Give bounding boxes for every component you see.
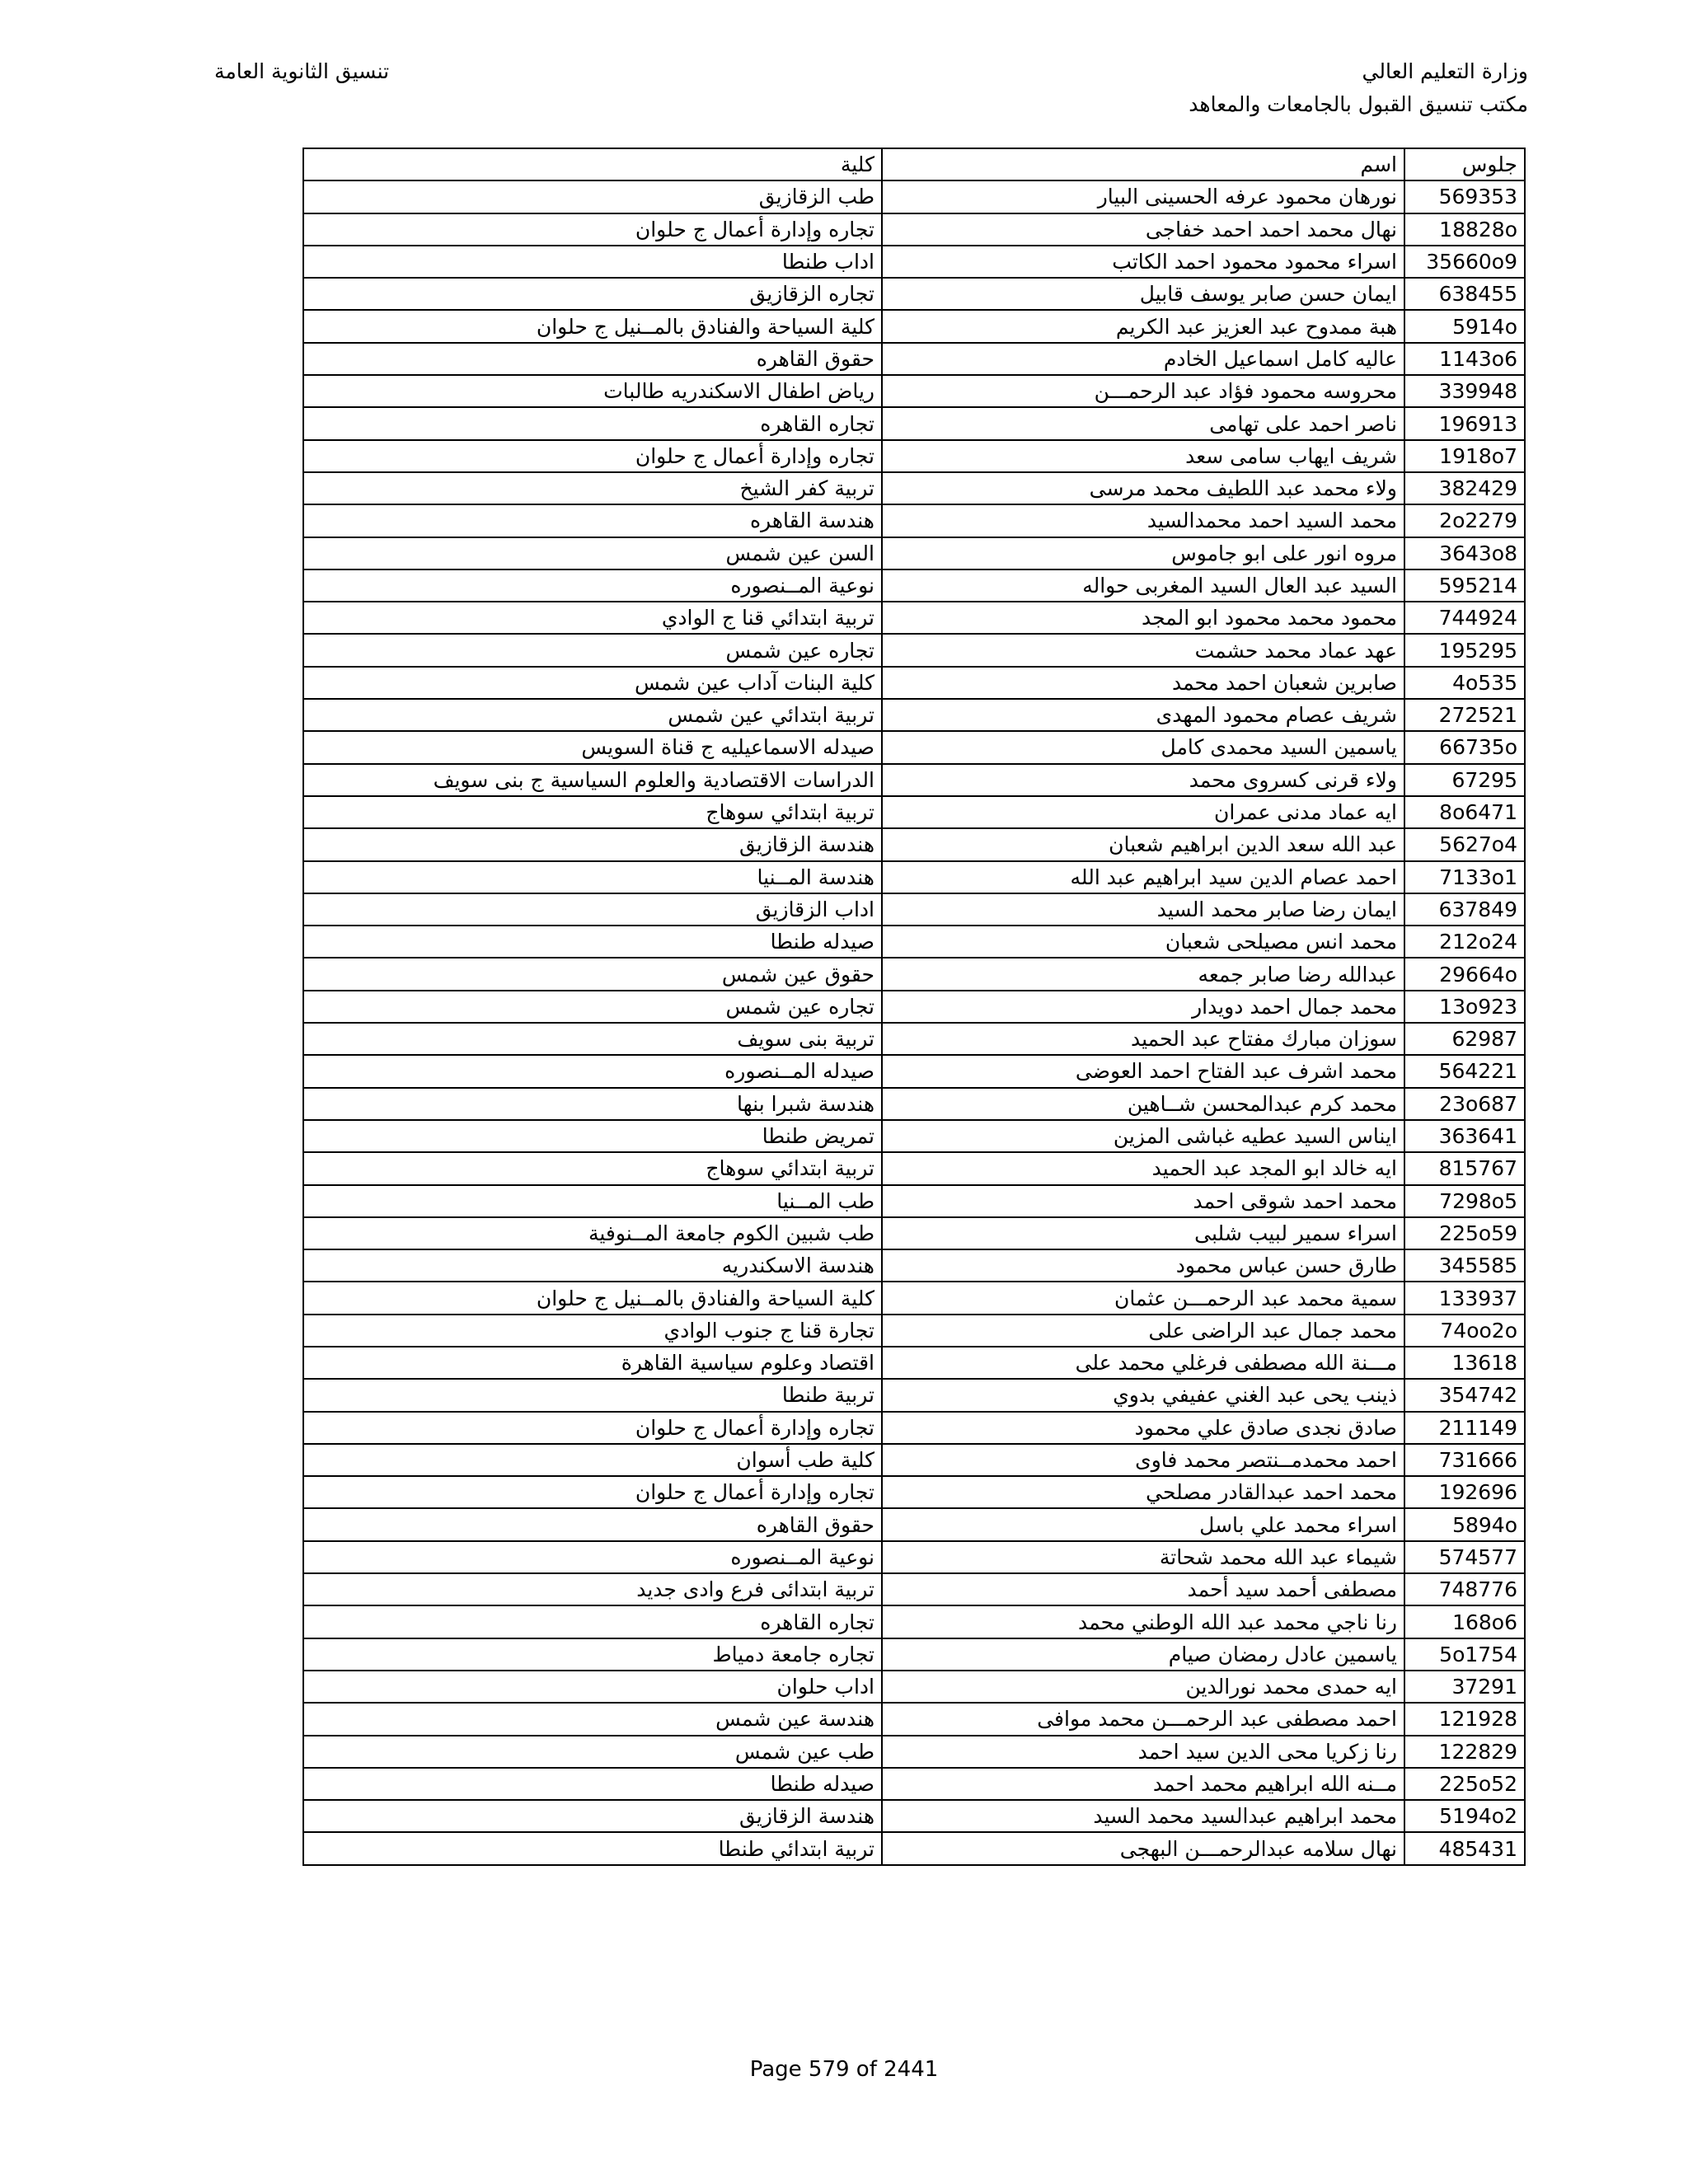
table-row bbox=[303, 1671, 1525, 1703]
student-name-cell: مروه انور على ابو جاموس bbox=[882, 537, 1404, 569]
seat-number-cell: 62987 bbox=[1404, 1023, 1525, 1055]
student-name-cell: ياسمين عادل رمضان صيام bbox=[882, 1638, 1404, 1671]
table-row bbox=[303, 472, 1525, 504]
student-name-cell: ذينب يحى عبد الغني عفيفي بدوي bbox=[882, 1379, 1404, 1411]
seat-number-cell: 8o6471 bbox=[1404, 796, 1525, 828]
student-name-cell: رنا زكريا محى الدين سيد احمد bbox=[882, 1736, 1404, 1768]
seat-number-cell: 638455 bbox=[1404, 278, 1525, 310]
seat-number-cell: 211149 bbox=[1404, 1412, 1525, 1444]
table-row bbox=[303, 1412, 1525, 1444]
table-row bbox=[303, 1800, 1525, 1832]
table-row bbox=[303, 343, 1525, 375]
seat-number-cell: 574577 bbox=[1404, 1541, 1525, 1573]
seat-number-cell: 5194o2 bbox=[1404, 1800, 1525, 1832]
table-row bbox=[303, 1444, 1525, 1476]
seat-number-cell: 3643o8 bbox=[1404, 537, 1525, 569]
seat-number-cell: 67295 bbox=[1404, 764, 1525, 796]
table-row bbox=[303, 828, 1525, 860]
table-row bbox=[303, 537, 1525, 569]
college-cell: تربية ابتدائي قنا ج الوادي bbox=[303, 602, 882, 634]
table-row bbox=[303, 1736, 1525, 1768]
college-cell: تربية ابتدائي سوهاج bbox=[303, 796, 882, 828]
table-row bbox=[303, 1605, 1525, 1638]
student-name-cell: شيماء عبد الله محمد شحاتة bbox=[882, 1541, 1404, 1573]
table-row bbox=[303, 180, 1525, 213]
student-name-cell: محمد جمال عبد الراضى على bbox=[882, 1315, 1404, 1347]
table-row bbox=[303, 278, 1525, 310]
college-cell: تربية طنطا bbox=[303, 1379, 882, 1411]
results-table bbox=[302, 148, 1526, 1866]
college-cell: تجاره وإدارة أعمال ج حلوان bbox=[303, 213, 882, 246]
seat-number-cell: 345585 bbox=[1404, 1249, 1525, 1282]
college-cell: الدراسات الاقتصادية والعلوم السياسية ج بنى سويف bbox=[303, 764, 882, 796]
seat-number-cell: 29664o bbox=[1404, 958, 1525, 990]
seat-number-cell: 382429 bbox=[1404, 472, 1525, 504]
student-name-cell: محمد كرم عبدالمحسن شــاهين bbox=[882, 1088, 1404, 1120]
seat-number-cell: 7298o5 bbox=[1404, 1185, 1525, 1217]
table-row bbox=[303, 1152, 1525, 1184]
student-name-cell: السيد عبد العال السيد المغربى حواله bbox=[882, 569, 1404, 602]
college-cell: رياض اطفال الاسكندريه طالبات bbox=[303, 375, 882, 407]
seat-number-cell: 122829 bbox=[1404, 1736, 1525, 1768]
seat-number-cell: 564221 bbox=[1404, 1055, 1525, 1087]
seat-number-cell: 1143o6 bbox=[1404, 343, 1525, 375]
table-row bbox=[303, 1088, 1525, 1120]
seat-number-cell: 35660o9 bbox=[1404, 246, 1525, 278]
student-name-cell: ناصر احمد على تهامى bbox=[882, 407, 1404, 439]
table-row bbox=[303, 926, 1525, 958]
college-cell: تربية ابتدائى فرع وادى جديد bbox=[303, 1573, 882, 1605]
college-cell: كلية البنات آداب عين شمس bbox=[303, 667, 882, 699]
college-cell: كلية طب أسوان bbox=[303, 1444, 882, 1476]
student-name-cell: اسراء محمد علي باسل bbox=[882, 1508, 1404, 1540]
table-row bbox=[303, 731, 1525, 763]
table-row bbox=[303, 1120, 1525, 1152]
college-cell: كلية السياحة والفنادق بالمــنيل ج حلوان bbox=[303, 1282, 882, 1314]
student-name-cell: نورهان محمود عرفه الحسينى البيار bbox=[882, 180, 1404, 213]
seat-number-cell: 2o2279 bbox=[1404, 504, 1525, 537]
table-row bbox=[303, 1055, 1525, 1087]
table-row bbox=[303, 634, 1525, 666]
student-name-cell: عاليه كامل اسماعيل الخادم bbox=[882, 343, 1404, 375]
student-name-cell: محمود محمد محمود ابو المجد bbox=[882, 602, 1404, 634]
seat-number-cell: 195295 bbox=[1404, 634, 1525, 666]
college-cell: تجارة قنا ج جنوب الوادي bbox=[303, 1315, 882, 1347]
college-cell: طب الزقازيق bbox=[303, 180, 882, 213]
page-number: Page 579 of 2441 bbox=[749, 2057, 939, 2082]
student-name-cell: محمد ابراهيم عبدالسيد محمد السيد bbox=[882, 1800, 1404, 1832]
student-name-cell: ولاء قرنى كسروى محمد bbox=[882, 764, 1404, 796]
table-row bbox=[303, 1249, 1525, 1282]
table-row bbox=[303, 1703, 1525, 1735]
seat-number-cell: 5o1754 bbox=[1404, 1638, 1525, 1671]
seat-number-cell: 363641 bbox=[1404, 1120, 1525, 1152]
seat-number-cell: 196913 bbox=[1404, 407, 1525, 439]
student-name-cell: محمد اشرف عبد الفتاح احمد العوضى bbox=[882, 1055, 1404, 1087]
student-name-cell: عبد الله سعد الدين ابراهيم شعبان bbox=[882, 828, 1404, 860]
seat-number-cell: 192696 bbox=[1404, 1476, 1525, 1508]
college-cell: السن عين شمس bbox=[303, 537, 882, 569]
table-row bbox=[303, 893, 1525, 926]
table-row bbox=[303, 764, 1525, 796]
table-row bbox=[303, 958, 1525, 990]
college-cell: هندسة الاسكندريه bbox=[303, 1249, 882, 1282]
seat-number-cell: 5894o bbox=[1404, 1508, 1525, 1540]
table-row bbox=[303, 1282, 1525, 1314]
college-cell: طب المــنيا bbox=[303, 1185, 882, 1217]
table-row bbox=[303, 1217, 1525, 1249]
table-row bbox=[303, 569, 1525, 602]
student-name-cell: عبدالله رضا صابر جمعه bbox=[882, 958, 1404, 990]
seat-number-cell: 4o535 bbox=[1404, 667, 1525, 699]
seat-number-cell: 18828o bbox=[1404, 213, 1525, 246]
seat-number-cell: 815767 bbox=[1404, 1152, 1525, 1184]
student-name-cell: عهد عماد محمد حشمت bbox=[882, 634, 1404, 666]
column-header-seat: جلوس bbox=[1404, 148, 1525, 180]
table-row bbox=[303, 440, 1525, 472]
table-row bbox=[303, 1023, 1525, 1055]
college-cell: اداب طنطا bbox=[303, 246, 882, 278]
college-cell: تربية بنى سويف bbox=[303, 1023, 882, 1055]
student-name-cell: محمد احمد شوقى احمد bbox=[882, 1185, 1404, 1217]
table-row bbox=[303, 213, 1525, 246]
student-name-cell: سوزان مبارك مفتاح عبد الحميد bbox=[882, 1023, 1404, 1055]
table-row bbox=[303, 1347, 1525, 1379]
table-row bbox=[303, 1476, 1525, 1508]
student-name-cell: مــنه الله ابراهيم محمد احمد bbox=[882, 1768, 1404, 1800]
college-cell: تجاره جامعة دمياط bbox=[303, 1638, 882, 1671]
table-row bbox=[303, 1573, 1525, 1605]
seat-number-cell: 74oo2o bbox=[1404, 1315, 1525, 1347]
college-cell: تجاره وإدارة أعمال ج حلوان bbox=[303, 440, 882, 472]
table-row bbox=[303, 375, 1525, 407]
table-row bbox=[303, 602, 1525, 634]
seat-number-cell: 37291 bbox=[1404, 1671, 1525, 1703]
college-cell: صيدله طنطا bbox=[303, 1768, 882, 1800]
seat-number-cell: 339948 bbox=[1404, 375, 1525, 407]
seat-number-cell: 744924 bbox=[1404, 602, 1525, 634]
seat-number-cell: 595214 bbox=[1404, 569, 1525, 602]
table-body bbox=[303, 180, 1525, 1864]
college-cell: نوعية المــنصوره bbox=[303, 569, 882, 602]
student-name-cell: رنا ناجي محمد عبد الله الوطني محمد bbox=[882, 1605, 1404, 1638]
college-cell: اداب حلوان bbox=[303, 1671, 882, 1703]
table-row bbox=[303, 246, 1525, 278]
student-name-cell: اسراء محمود محمود احمد الكاتب bbox=[882, 246, 1404, 278]
student-name-cell: محروسه محمود فؤاد عبد الرحمـــن bbox=[882, 375, 1404, 407]
table-row bbox=[303, 991, 1525, 1023]
seat-number-cell: 13o923 bbox=[1404, 991, 1525, 1023]
table-row bbox=[303, 796, 1525, 828]
table-row bbox=[303, 861, 1525, 893]
college-cell: تجاره وإدارة أعمال ج حلوان bbox=[303, 1476, 882, 1508]
student-name-cell: ايه حمدى محمد نورالدين bbox=[882, 1671, 1404, 1703]
document-title: تنسيق الثانوية العامة bbox=[214, 59, 390, 83]
college-cell: نوعية المــنصوره bbox=[303, 1541, 882, 1573]
seat-number-cell: 5627o4 bbox=[1404, 828, 1525, 860]
student-name-cell: محمد السيد احمد محمدالسيد bbox=[882, 504, 1404, 537]
seat-number-cell: 569353 bbox=[1404, 180, 1525, 213]
student-name-cell: احمد محمدمــنتصر محمد فاوى bbox=[882, 1444, 1404, 1476]
college-cell: طب شبين الكوم جامعة المــنوفية bbox=[303, 1217, 882, 1249]
table-row bbox=[303, 1541, 1525, 1573]
student-name-cell: احمد عصام الدين سيد ابراهيم عبد الله bbox=[882, 861, 1404, 893]
college-cell: تربية ابتدائي عين شمس bbox=[303, 699, 882, 731]
student-name-cell: اسراء سمير لبيب شلبى bbox=[882, 1217, 1404, 1249]
student-name-cell: سمية محمد عبد الرحمـــن عثمان bbox=[882, 1282, 1404, 1314]
student-name-cell: نهال محمد احمد احمد خفاجى bbox=[882, 213, 1404, 246]
college-cell: هندسة القاهره bbox=[303, 504, 882, 537]
seat-number-cell: 121928 bbox=[1404, 1703, 1525, 1735]
table-row bbox=[303, 310, 1525, 342]
table-row bbox=[303, 407, 1525, 439]
student-name-cell: ولاء محمد عبد اللطيف محمد مرسى bbox=[882, 472, 1404, 504]
column-header-college: كلية bbox=[303, 148, 882, 180]
table-row bbox=[303, 667, 1525, 699]
student-name-cell: احمد مصطفى عبد الرحمـــن محمد موافى bbox=[882, 1703, 1404, 1735]
college-cell: تمريض طنطا bbox=[303, 1120, 882, 1152]
college-cell: كلية السياحة والفنادق بالمــنيل ج حلوان bbox=[303, 310, 882, 342]
seat-number-cell: 731666 bbox=[1404, 1444, 1525, 1476]
student-name-cell: ايه خالد ابو المجد عبد الحميد bbox=[882, 1152, 1404, 1184]
college-cell: هندسة الزقازيق bbox=[303, 1800, 882, 1832]
student-name-cell: ايناس السيد عطيه غباشى المزين bbox=[882, 1120, 1404, 1152]
student-name-cell: طارق حسن عباس محمود bbox=[882, 1249, 1404, 1282]
table-row bbox=[303, 1379, 1525, 1411]
college-cell: تربية ابتدائي طنطا bbox=[303, 1832, 882, 1864]
seat-number-cell: 225o59 bbox=[1404, 1217, 1525, 1249]
student-name-cell: شريف عصام محمود المهدى bbox=[882, 699, 1404, 731]
seat-number-cell: 133937 bbox=[1404, 1282, 1525, 1314]
college-cell: صيدله الاسماعيليه ج قناة السويس bbox=[303, 731, 882, 763]
college-cell: صيدله طنطا bbox=[303, 926, 882, 958]
college-cell: هندسة المــنيا bbox=[303, 861, 882, 893]
seat-number-cell: 354742 bbox=[1404, 1379, 1525, 1411]
seat-number-cell: 13618 bbox=[1404, 1347, 1525, 1379]
student-name-cell: مصطفى أحمد سيد أحمد bbox=[882, 1573, 1404, 1605]
college-cell: تربية ابتدائي سوهاج bbox=[303, 1152, 882, 1184]
student-name-cell: نهال سلامه عبدالرحمـــن البهجى bbox=[882, 1832, 1404, 1864]
column-header-name: اسم bbox=[882, 148, 1404, 180]
college-cell: حقوق القاهره bbox=[303, 343, 882, 375]
seat-number-cell: 485431 bbox=[1404, 1832, 1525, 1864]
student-name-cell: هبة ممدوح عبد العزيز عبد الكريم bbox=[882, 310, 1404, 342]
student-name-cell: شريف ايهاب سامى سعد bbox=[882, 440, 1404, 472]
student-name-cell: محمد جمال احمد دويدار bbox=[882, 991, 1404, 1023]
student-name-cell: ياسمين السيد محمدى كامل bbox=[882, 731, 1404, 763]
student-name-cell: محمد احمد عبدالقادر مصلحي bbox=[882, 1476, 1404, 1508]
college-cell: هندسة الزقازيق bbox=[303, 828, 882, 860]
table-row bbox=[303, 1832, 1525, 1864]
seat-number-cell: 7133o1 bbox=[1404, 861, 1525, 893]
college-cell: هندسة عين شمس bbox=[303, 1703, 882, 1735]
table-row bbox=[303, 699, 1525, 731]
college-cell: تجاره الزقازيق bbox=[303, 278, 882, 310]
seat-number-cell: 225o52 bbox=[1404, 1768, 1525, 1800]
student-name-cell: ايمان حسن صابر يوسف قابيل bbox=[882, 278, 1404, 310]
college-cell: هندسة شبرا بنها bbox=[303, 1088, 882, 1120]
seat-number-cell: 212o24 bbox=[1404, 926, 1525, 958]
student-name-cell: ايمان رضا صابر محمد السيد bbox=[882, 893, 1404, 926]
seat-number-cell: 5914o bbox=[1404, 310, 1525, 342]
college-cell: صيدله المــنصوره bbox=[303, 1055, 882, 1087]
college-cell: تجاره القاهره bbox=[303, 407, 882, 439]
college-cell: اقتصاد وعلوم سياسية القاهرة bbox=[303, 1347, 882, 1379]
student-name-cell: صابرين شعبان احمد محمد bbox=[882, 667, 1404, 699]
college-cell: حقوق القاهره bbox=[303, 1508, 882, 1540]
student-name-cell: صادق نجدى صادق علي محمود bbox=[882, 1412, 1404, 1444]
seat-number-cell: 748776 bbox=[1404, 1573, 1525, 1605]
college-cell: تجاره القاهره bbox=[303, 1605, 882, 1638]
table-row bbox=[303, 1768, 1525, 1800]
seat-number-cell: 66735o bbox=[1404, 731, 1525, 763]
college-cell: اداب الزقازيق bbox=[303, 893, 882, 926]
office-title: مكتب تنسيق القبول بالجامعات والمعاهد bbox=[1189, 92, 1528, 116]
seat-number-cell: 272521 bbox=[1404, 699, 1525, 731]
student-name-cell: ايه عماد مدنى عمران bbox=[882, 796, 1404, 828]
table-row bbox=[303, 1315, 1525, 1347]
college-cell: تجاره عين شمس bbox=[303, 991, 882, 1023]
college-cell: تجاره عين شمس bbox=[303, 634, 882, 666]
college-cell: حقوق عين شمس bbox=[303, 958, 882, 990]
student-name-cell: محمد انس مصيلحى شعبان bbox=[882, 926, 1404, 958]
college-cell: طب عين شمس bbox=[303, 1736, 882, 1768]
table-row bbox=[303, 1185, 1525, 1217]
seat-number-cell: 168o6 bbox=[1404, 1605, 1525, 1638]
seat-number-cell: 1918o7 bbox=[1404, 440, 1525, 472]
college-cell: تجاره وإدارة أعمال ج حلوان bbox=[303, 1412, 882, 1444]
table-row bbox=[303, 504, 1525, 537]
ministry-title: وزارة التعليم العالي bbox=[1362, 59, 1528, 83]
college-cell: تربية كفر الشيخ bbox=[303, 472, 882, 504]
table-header-row bbox=[303, 148, 1525, 180]
seat-number-cell: 637849 bbox=[1404, 893, 1525, 926]
seat-number-cell: 23o687 bbox=[1404, 1088, 1525, 1120]
student-name-cell: مـــنة الله مصطفى فرغلي محمد على bbox=[882, 1347, 1404, 1379]
table-row bbox=[303, 1508, 1525, 1540]
table-row bbox=[303, 1638, 1525, 1671]
